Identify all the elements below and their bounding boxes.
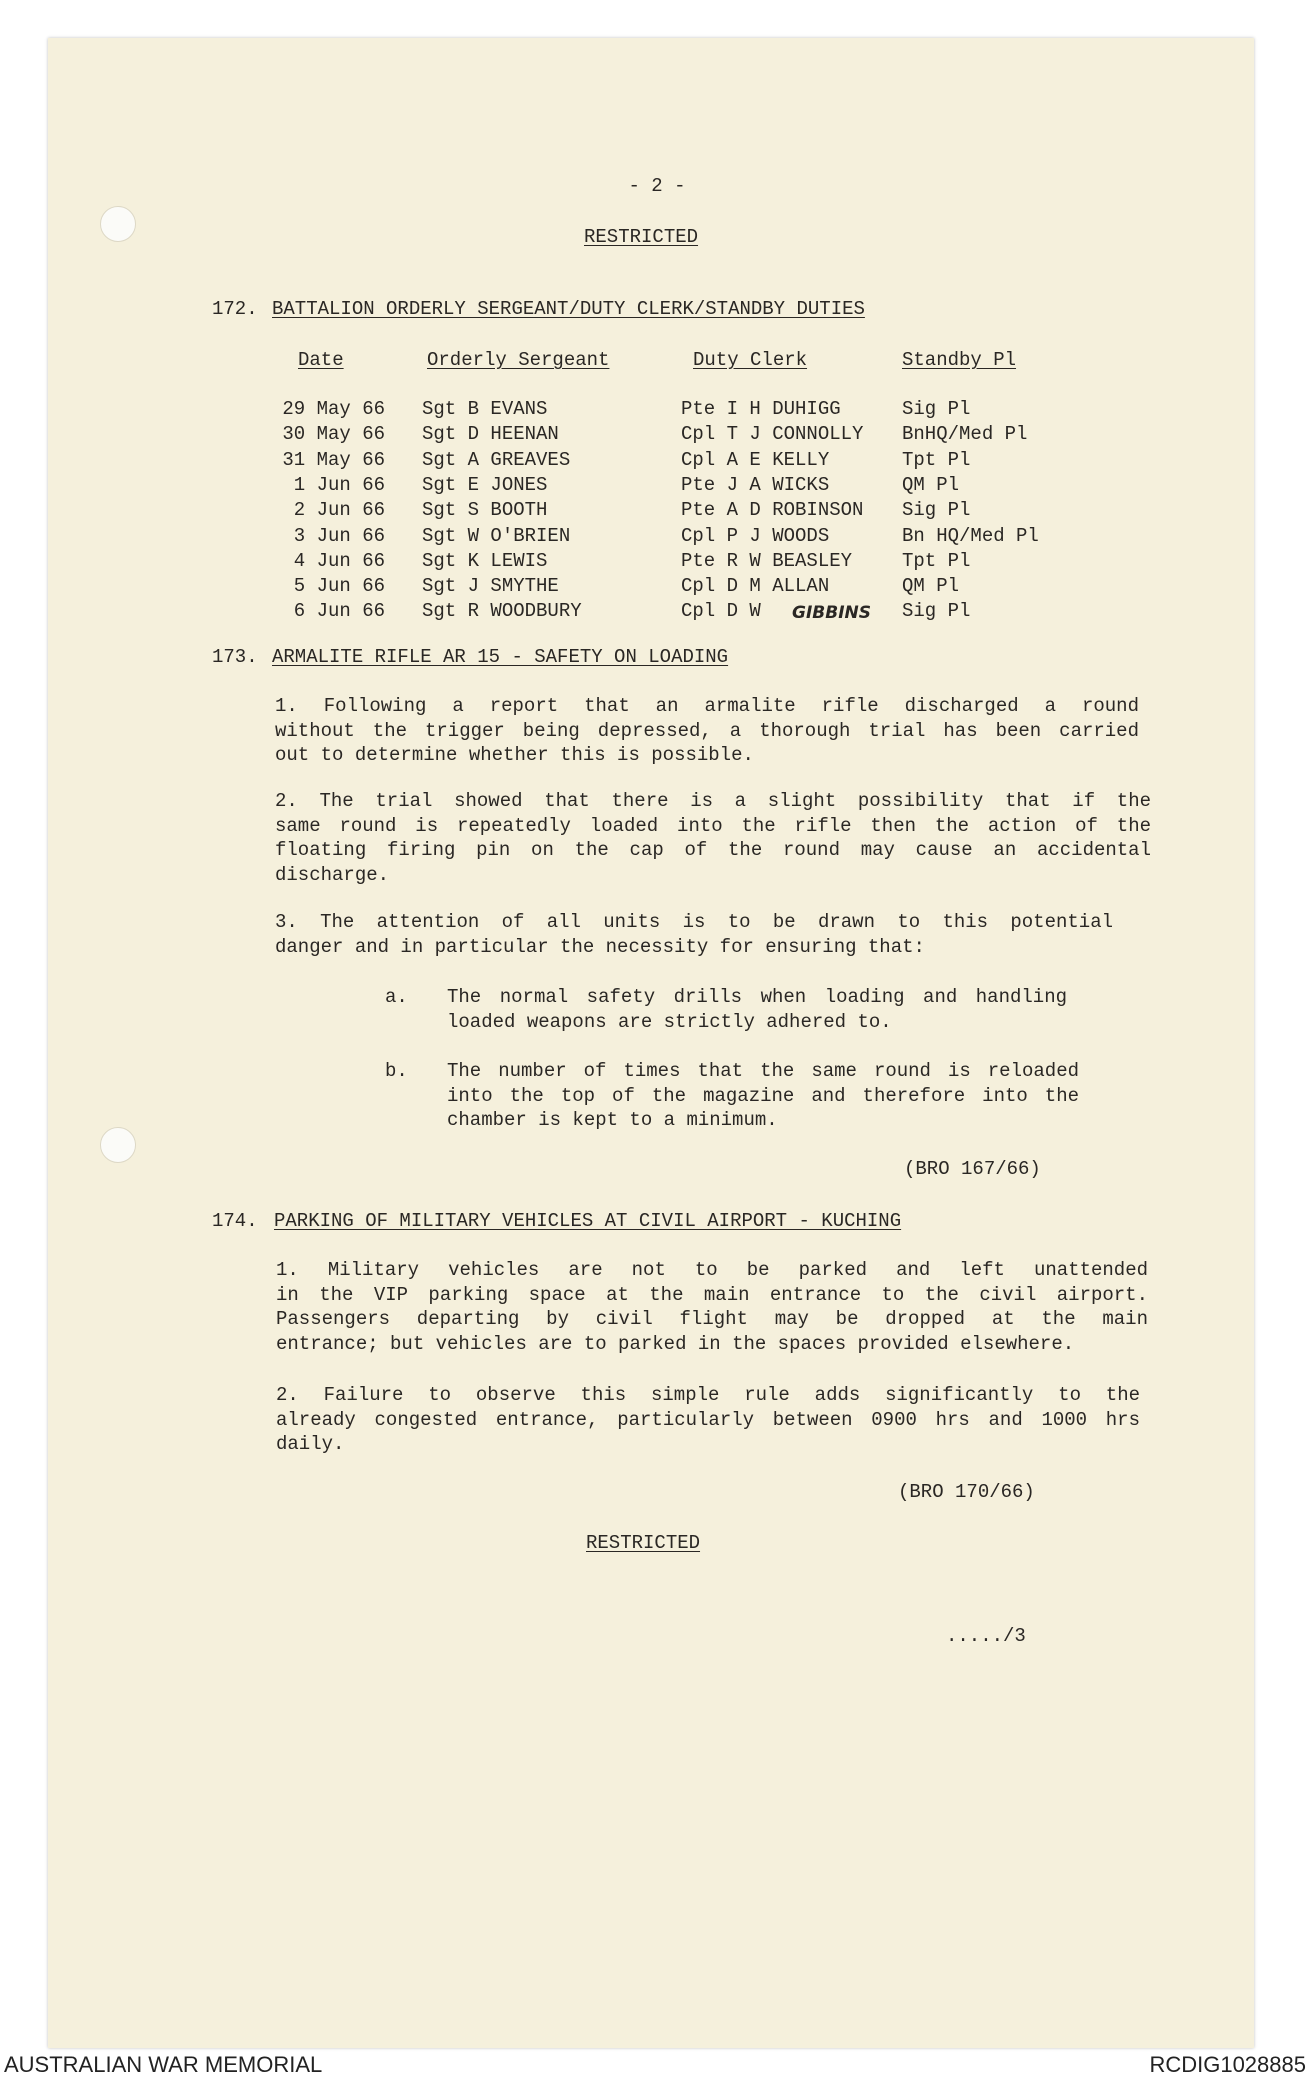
cell-standby-platoon: Bn HQ/Med Pl [902, 524, 1039, 547]
punch-hole [100, 206, 136, 242]
paragraph-174-1 [276, 1258, 1148, 1356]
cell-duty-clerk: Cpl T J CONNOLLY [681, 423, 864, 446]
continuation-marker: ...../3 [946, 1625, 1026, 1647]
section-173-number: 173. [212, 646, 258, 668]
cell-duty-clerk: Pte R W BEASLEY [681, 549, 853, 572]
text-line: 1. Following a report that an armalite rifle discharged a round [275, 695, 1139, 717]
text-line: already congested entrance, particularly between 0900 hrs and 1000 hrs [276, 1408, 1140, 1431]
cell-standby-platoon: Sig Pl [902, 600, 971, 623]
cell-standby-platoon: QM Pl [902, 473, 960, 496]
text-line: without the trigger being depressed, a thorough trial has been carried [275, 719, 1139, 742]
cell-date: 5 Jun 66 [293, 575, 385, 598]
cell-date: 31 May 66 [282, 448, 385, 471]
text-line: loaded weapons are strictly adhered to. [447, 1010, 892, 1033]
cell-date: 30 May 66 [282, 423, 385, 446]
header-orderly-sergeant: Orderly Sergeant [427, 349, 610, 371]
cell-orderly-sergeant: Sgt J SMYTHE [422, 575, 559, 598]
text-line: 2. Failure to observe this simple rule adds significantly to the [276, 1384, 1140, 1406]
section-174-number: 174. [212, 1210, 258, 1232]
cell-standby-platoon: Tpt Pl [902, 448, 971, 471]
section-172-number: 172. [212, 298, 258, 320]
cell-orderly-sergeant: Sgt W O'BRIEN [422, 524, 571, 547]
cell-date: 2 Jun 66 [293, 499, 385, 522]
text-line: chamber is kept to a minimum. [447, 1109, 778, 1131]
table-row [0, 498, 1314, 523]
cell-date: 6 Jun 66 [293, 600, 385, 623]
paragraph-173-1 [275, 694, 1139, 768]
text-line: daily. [276, 1433, 345, 1455]
item-b-label: b. [385, 1060, 408, 1082]
table-row [0, 422, 1314, 447]
classification-header: RESTRICTED [584, 226, 699, 248]
cell-orderly-sergeant: Sgt K LEWIS [422, 549, 548, 572]
cell-duty-clerk: Pte J A WICKS [681, 473, 830, 496]
table-row [0, 448, 1314, 473]
header-standby: Standby Pl [902, 349, 1017, 371]
text-line: 3. The attention of all units is to be drawn to this potential [275, 911, 1113, 933]
header-duty-clerk: Duty Clerk [693, 349, 808, 371]
cell-standby-platoon: QM Pl [902, 575, 960, 598]
punch-hole [100, 1127, 136, 1163]
paragraph-173-3 [275, 910, 1113, 959]
page-number: - 2 - [628, 175, 686, 197]
table-row [0, 549, 1314, 574]
cell-duty-clerk: Cpl P J WOODS [681, 524, 830, 547]
cell-orderly-sergeant: Sgt B EVANS [422, 398, 548, 420]
table-row [0, 397, 1314, 422]
cell-duty-clerk: Pte I H DUHIGG [681, 398, 841, 420]
cell-orderly-sergeant: Sgt E JONES [422, 473, 548, 496]
cell-duty-clerk: Pte A D ROBINSON [681, 499, 864, 522]
text-line: 1. Military vehicles are not to be parked and left unattended [276, 1259, 1148, 1281]
cell-orderly-sergeant: Sgt R WOODBURY [422, 600, 582, 623]
table-row [0, 473, 1314, 498]
cell-duty-clerk: Cpl A E KELLY [681, 448, 830, 471]
table-row [0, 574, 1314, 599]
cell-standby-platoon: BnHQ/Med Pl [902, 423, 1028, 446]
reference-173: (BRO 167/66) [904, 1158, 1041, 1180]
table-header [0, 348, 1314, 373]
cell-orderly-sergeant: Sgt A GREAVES [422, 448, 571, 471]
text-line: Passengers departing by civil flight may be dropped at the main [276, 1308, 1148, 1330]
text-line: discharge. [275, 863, 390, 886]
header-date: Date [298, 349, 344, 371]
item-b-text [447, 1059, 1079, 1133]
cell-duty-clerk: Cpl D M ALLAN [681, 575, 830, 598]
handwritten-name: GIBBINS [792, 603, 871, 624]
text-line: same round is repeatedly loaded into the rifle then the action of the [275, 814, 1151, 837]
item-a-label: a. [385, 986, 408, 1008]
cell-date: 1 Jun 66 [293, 473, 385, 496]
text-line: in the VIP parking space at the main entrance to the civil airport. [276, 1283, 1148, 1306]
text-line: The number of times that the same round is reloaded [447, 1060, 1079, 1082]
section-172-title: BATTALION ORDERLY SERGEANT/DUTY CLERK/STANDBY DUTIES [272, 298, 865, 320]
text-line: danger and in particular the necessity for ensuring that: [275, 935, 925, 958]
cell-standby-platoon: Sig Pl [902, 499, 971, 522]
paragraph-173-2 [275, 789, 1151, 887]
text-line: into the top of the magazine and therefore into the [447, 1084, 1079, 1107]
item-a-text [447, 985, 1067, 1034]
table-row [0, 599, 1314, 624]
classification-footer: RESTRICTED [586, 1532, 701, 1554]
footer-left: AUSTRALIAN WAR MEMORIAL [4, 2052, 323, 2077]
cell-standby-platoon: Sig Pl [902, 398, 971, 420]
cell-orderly-sergeant: Sgt D HEENAN [422, 423, 559, 446]
cell-date: 3 Jun 66 [293, 524, 385, 547]
cell-standby-platoon: Tpt Pl [902, 549, 971, 572]
text-line: floating firing pin on the cap of the round may cause an accidental [275, 839, 1151, 861]
text-line: 2. The trial showed that there is a slight possibility that if the [275, 790, 1151, 812]
paragraph-174-2 [276, 1383, 1140, 1457]
section-173-title: ARMALITE RIFLE AR 15 - SAFETY ON LOADING [272, 646, 729, 668]
document-page [48, 38, 1254, 2048]
text-line: entrance; but vehicles are to parked in the spaces provided elsewhere. [276, 1332, 1075, 1355]
cell-date: 29 May 66 [282, 398, 385, 420]
text-line: out to determine whether this is possible. [275, 744, 754, 766]
footer-right: RCDIG1028885 [1149, 2052, 1306, 2077]
text-line: The normal safety drills when loading and handling [447, 986, 1067, 1008]
section-174-title: PARKING OF MILITARY VEHICLES AT CIVIL AIRPORT - KUCHING [274, 1210, 902, 1232]
table-row [0, 524, 1314, 549]
cell-date: 4 Jun 66 [293, 549, 385, 572]
cell-orderly-sergeant: Sgt S BOOTH [422, 499, 548, 522]
cell-duty-clerk: Cpl D W [681, 600, 761, 623]
reference-174: (BRO 170/66) [898, 1481, 1035, 1503]
